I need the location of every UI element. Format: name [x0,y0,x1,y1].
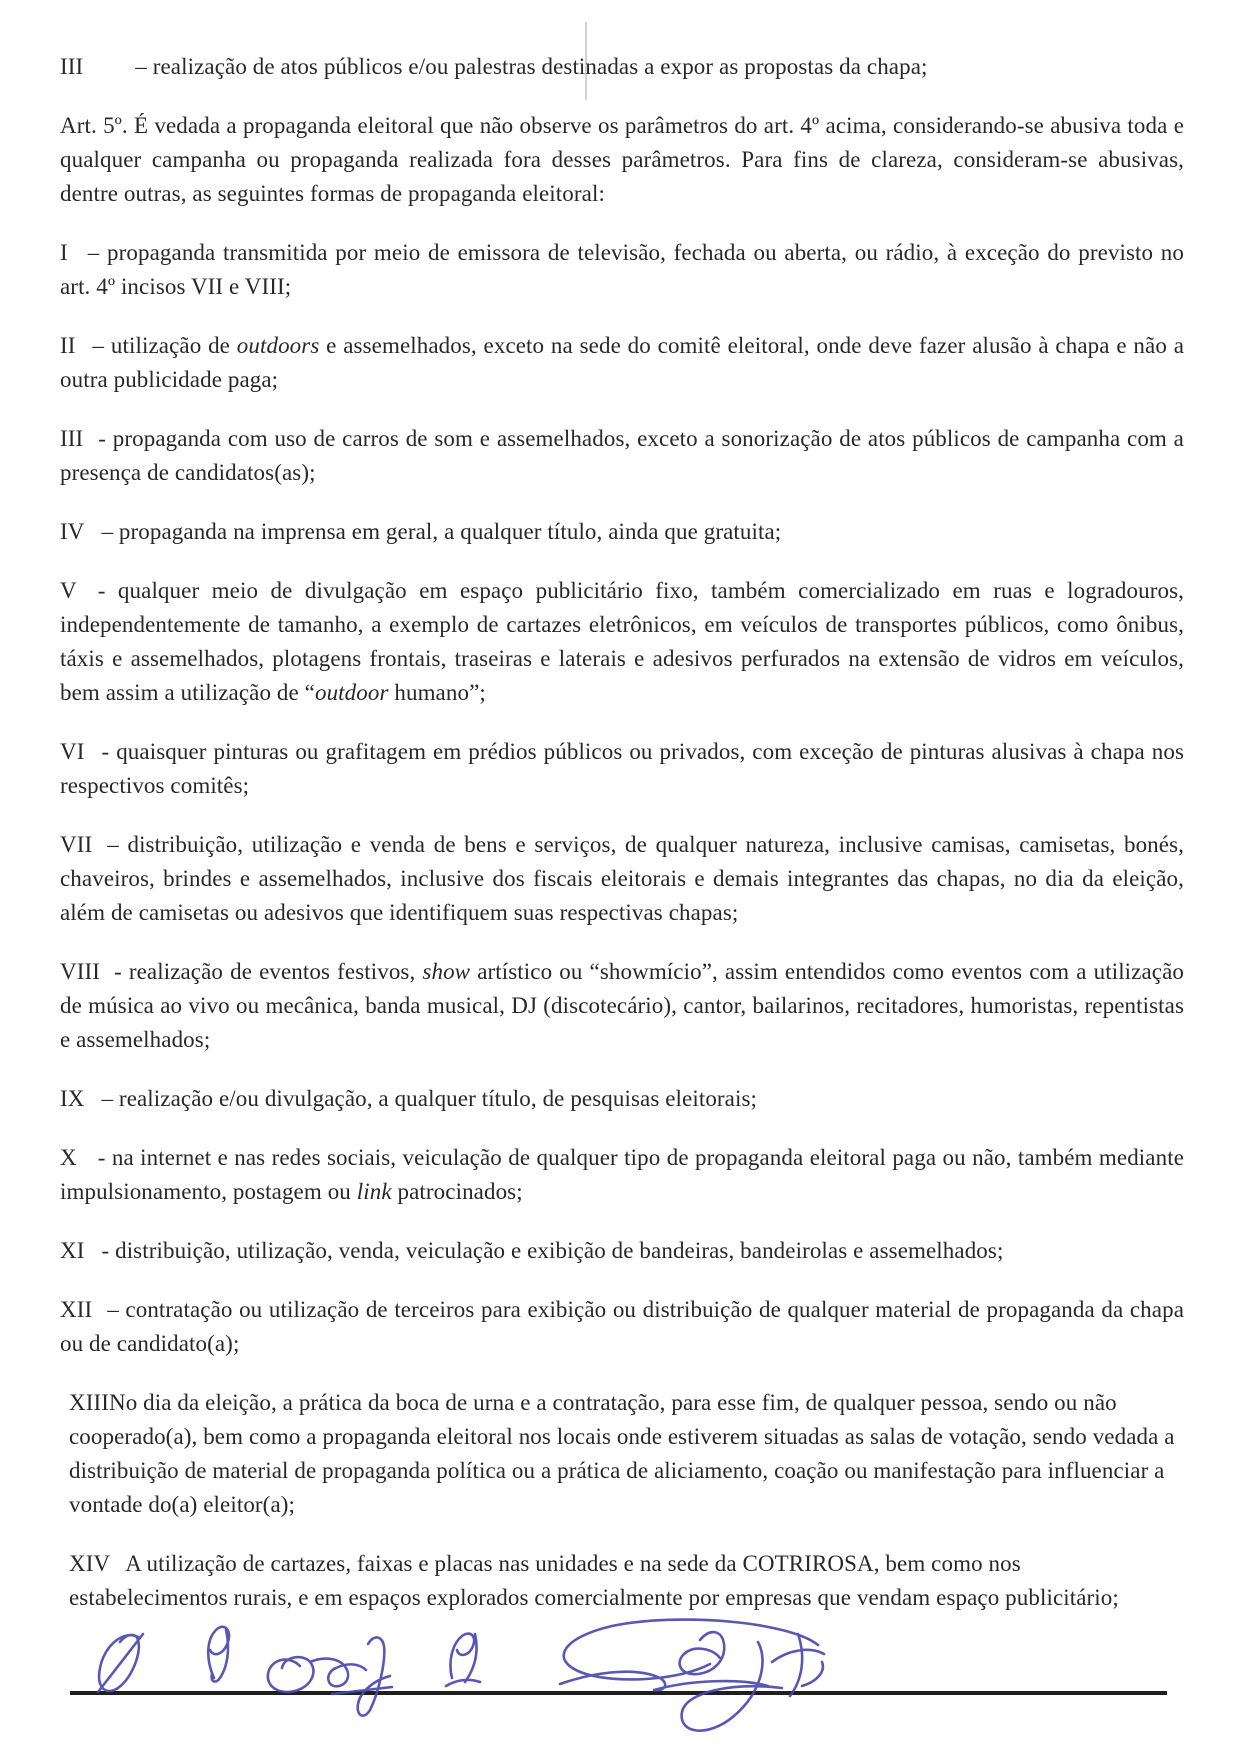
paragraph-item-ix: IX – realização e/ou divulgação, a qualquer título, de pesquisas eleitorais; [60,1086,758,1111]
signature-mark-1 [98,1634,143,1692]
signature-mark-2 [208,1627,229,1682]
signature-mark-5 [560,1620,824,1731]
paragraph-item-x: X - na internet e nas redes sociais, veiculação de qualquer tipo de propaganda eleitoral paga ou não, também mediante impulsionamento, postagem ou link patrocinados; [60,1145,1184,1204]
signature-mark-4 [446,1634,480,1686]
paragraph-item-xiv: XIV A utilização de cartazes, faixas e placas nas unidades e na sede da COTRIROSA, bem como nos estabelecimentos rurais, e em espaços explorados comercialmente por empresas que vendam espaço publicitário; [69,1551,1119,1610]
paragraph-item-vii: VII – distribuição, utilização e venda de bens e serviços, de qualquer natureza, inclusive camisas, camisetas, bonés, chaveiros, brindes e assemelhados, inclusive dos fiscais eleitorais e demais integrantes das chapas, no dia da eleição, além de camisetas ou adesivos que identifiquem suas respectivas chapas; [60,832,1184,925]
paragraph-art-5: Art. 5º. É vedada a propaganda eleitoral que não observe os parâmetros do art. 4º acima, considerando-se abusiva toda e qualquer campanha ou propaganda realizada fora desses parâmetros. Para fins de clareza, consideram-se abusivas, dentre outras, as seguintes formas de propaganda eleitoral: [60,113,1184,206]
paragraph-item-iv: IV – propaganda na imprensa em geral, a qualquer título, ainda que gratuita; [60,519,782,544]
document-body [60,50,1184,1640]
paragraph-item-xi: XI - distribuição, utilização, venda, veiculação e exibição de bandeiras, bandeirolas e assemelhados; [60,1238,1004,1263]
paragraph-item-viii: VIII - realização de eventos festivos, show artístico ou “showmício”, assim entendidos como eventos com a utilização de música ao vivo ou mecânica, banda musical, DJ (discotecário), cantor, bailarinos, recitadores, humoristas, repentistas e assemelhados; [60,959,1185,1052]
paragraph-item-xiii: XIIINo dia da eleição, a prática da boca de urna e a contratação, para esse fim, de qualquer pessoa, sendo ou não cooperado(a), bem como a propaganda eleitoral nos locais onde estiverem situadas as salas de votação, sendo vedada a distribuição de material de propaganda política ou a prática de aliciamento, coação ou manifestação para influenciar a vontade do(a) eleitor(a); [69,1390,1175,1517]
paragraph-item-i: I – propaganda transmitida por meio de emissora de televisão, fechada ou aberta, ou rádio, à exceção do previsto no art. 4º incisos VII e VIII; [60,240,1184,299]
paragraph-item-vi: VI - quaisquer pinturas ou grafitagem em prédios públicos ou privados, com exceção de pinturas alusivas à chapa nos respectivos comitês; [60,739,1184,798]
signatures-ink [0,1595,1242,1755]
signature-area [0,1595,1242,1755]
paragraph-item-iii: III - propaganda com uso de carros de som e assemelhados, exceto a sonorização de atos públicos de campanha com a presença de candidatos(as); [60,426,1184,485]
paragraph-item-v: V - qualquer meio de divulgação em espaço publicitário fixo, também comercializado em ruas e logradouros, independentemente de tamanho, a exemplo de cartazes eletrônicos, em veículos de transportes públicos, como ônibus, táxis e assemelhados, plotagens frontais, traseiras e laterais e adesivos perfurados na extensão de vidros em veículos, bem assim a utilização de “outdoor humano”; [60,578,1184,705]
signature-mark-3 [268,1637,392,1715]
paragraph-item-xii: XII – contratação ou utilização de terceiros para exibição ou distribuição de qualquer material de propaganda da chapa ou de candidato(a); [60,1297,1184,1356]
paragraph-item-iii-intro: III – realização de atos públicos e/ou palestras destinadas a expor as propostas da chapa; [60,54,928,79]
paragraph-item-ii: II – utilização de outdoors e assemelhados, exceto na sede do comitê eleitoral, onde deve fazer alusão à chapa e não a outra publicidade paga; [60,333,1185,392]
